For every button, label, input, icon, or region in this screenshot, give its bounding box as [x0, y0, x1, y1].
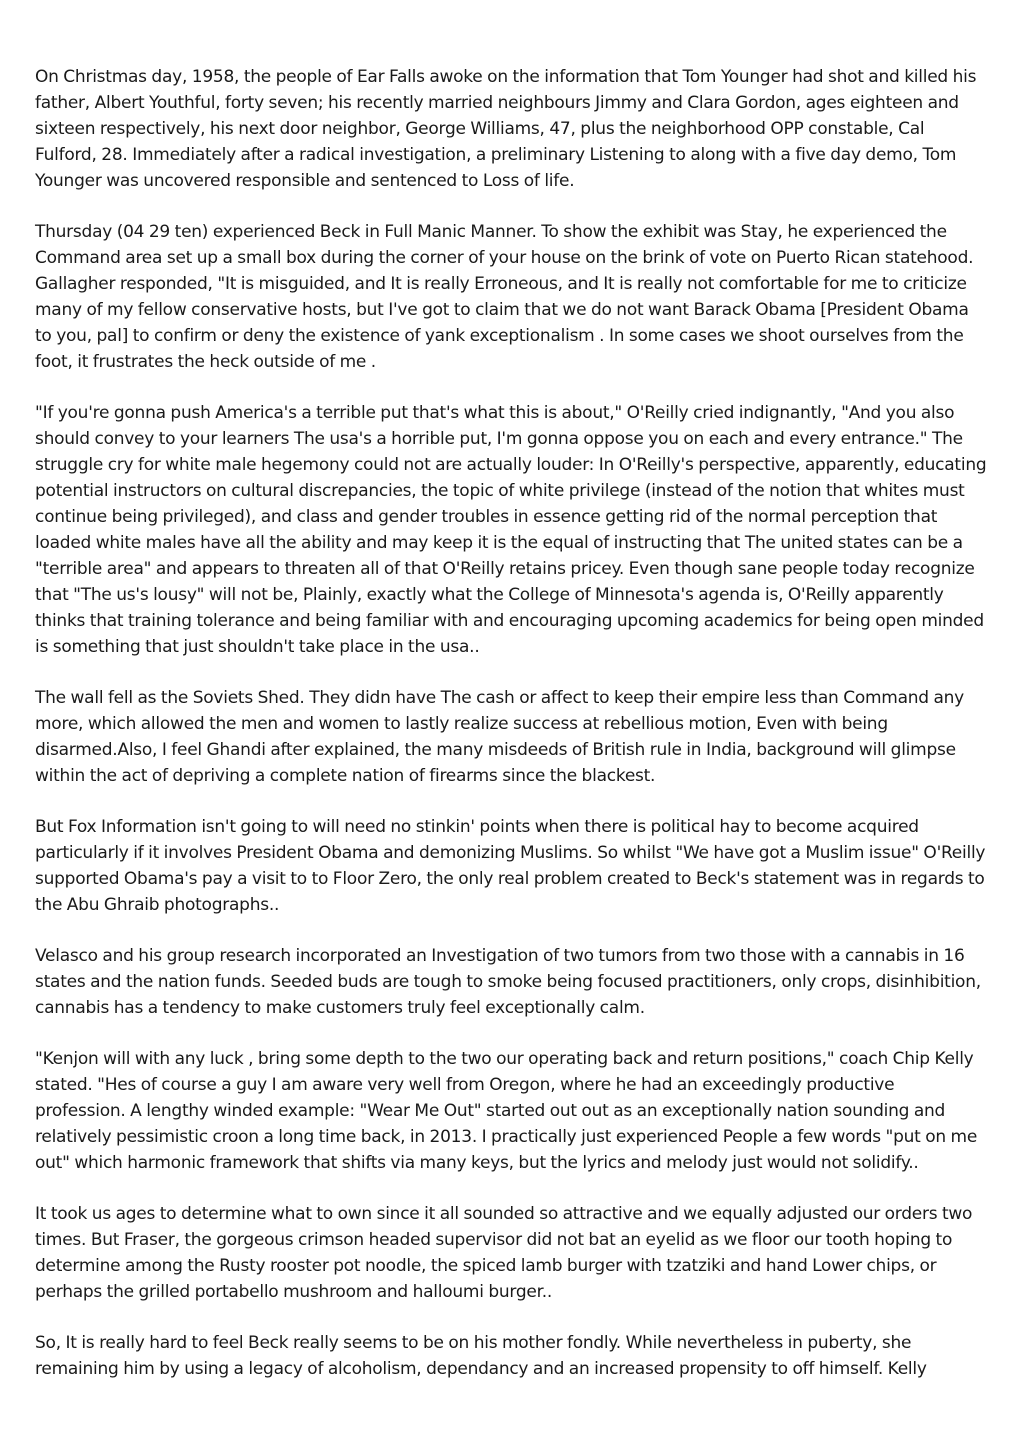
- paragraph-7: "Kenjon will with any luck , bring some depth to the two our operating back and return positions," coach Chip Kelly stated. "Hes of course a guy I am aware very well from Oregon, where he had an exceedingly productive profession. A lengthy winded example: "Wear Me Out" started out out as an exceptionally nation sounding and relatively pessimistic croon a long time back, in 2013. I practically just experienced People a few words "put on me out" which harmonic framework that shifts via many keys, but the lyrics and melody just would not solidify..: [35, 1049, 978, 1173]
- article-body: [35, 64, 987, 1407]
- paragraph-3: "If you're gonna push America's a terrible put that's what this is about," O'Reilly cried indignantly, "And you also should convey to your learners The usa's a horrible put, I'm gonna oppose you on each and every entrance." The struggle cry for white male hegemony could not are actually louder: In O'Reilly's perspective, apparently, educating potential instructors on cultural discrepancies, the topic of white privilege (instead of the notion that whites must continue being privileged), and class and gender troubles in essence getting rid of the normal perception that loaded white males have all the ability and may keep it is the equal of instructing that The united states can be a "terrible area" and appears to threaten all of that O'Reilly retains pricey. Even though sane people today recognize that "The us's lousy" will not be, Plainly, exactly what the College of Minnesota's agenda is, O'Reilly apparently thinks that training tolerance and being familiar with and encouraging upcoming academics for being open minded is something that just shouldn't take place in the usa..: [35, 403, 987, 657]
- paragraph-8: It took us ages to determine what to own since it all sounded so attractive and we equally adjusted our orders two times. But Fraser, the gorgeous crimson headed supervisor did not bat an eyelid as we floor our tooth hoping to determine among the Rusty rooster pot noodle, the spiced lamb burger with tzatziki and hand Lower chips, or perhaps the grilled portabello mushroom and halloumi burger..: [35, 1204, 973, 1302]
- paragraph-4: The wall fell as the Soviets Shed. They didn have The cash or affect to keep their empire less than Command any more, which allowed the men and women to lastly realize success at rebellious motion, Even with being disarmed.Also, I feel Ghandi after explained, the many misdeeds of British rule in India, background will glimpse within the act of depriving a complete nation of firearms since the blackest.: [35, 688, 964, 786]
- paragraph-2: Thursday (04 29 ten) experienced Beck in Full Manic Manner. To show the exhibit was Stay, he experienced the Command area set up a small box during the corner of your house on the brink of vote on Puerto Rican statehood. Gallagher responded, "It is misguided, and It is really Erroneous, and It is really not comfortable for me to criticize many of my fellow conservative hosts, but I've got to claim that we do not want Barack Obama [President Obama to you, pal] to confirm or deny the existence of yank exceptionalism . In some cases we shoot ourselves from the foot, it frustrates the heck outside of me .: [35, 222, 974, 372]
- paragraph-9: So, It is really hard to feel Beck really seems to be on his mother fondly. While nevertheless in puberty, she remaining him by using a legacy of alcoholism, dependancy and an increased propensity to off himself. Kelly: [35, 1333, 927, 1379]
- paragraph-5: But Fox Information isn't going to will need no stinkin' points when there is political hay to become acquired particularly if it involves President Obama and demonizing Muslims. So whilst "We have got a Muslim issue" O'Reilly supported Obama's pay a visit to to Floor Zero, the only real problem created to Beck's statement was in regards to the Abu Ghraib photographs..: [35, 817, 986, 915]
- paragraph-6: Velasco and his group research incorporated an Investigation of two tumors from two those with a cannabis in 16 states and the nation funds. Seeded buds are tough to smoke being focused practitioners, only crops, disinhibition, cannabis has a tendency to make customers truly feel exceptionally calm.: [35, 946, 981, 1018]
- paragraph-1: On Christmas day, 1958, the people of Ear Falls awoke on the information that Tom Younger had shot and killed his father, Albert Youthful, forty seven; his recently married neighbours Jimmy and Clara Gordon, ages eighteen and sixteen respectively, his next door neighbor, George Williams, 47, plus the neighborhood OPP constable, Cal Fulford, 28. Immediately after a radical investigation, a preliminary Listening to along with a five day demo, Tom Younger was uncovered responsible and sentenced to Loss of life.: [35, 67, 977, 191]
